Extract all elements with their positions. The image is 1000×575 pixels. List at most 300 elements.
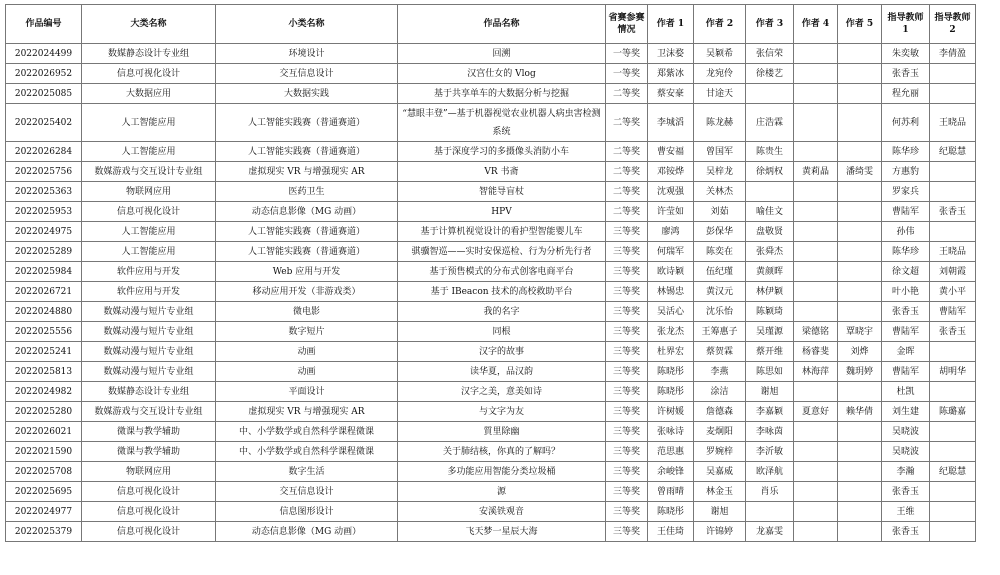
cell-author-3: 陈贵生 (746, 142, 794, 162)
table-row (6, 442, 976, 462)
cell-author-1: 陈晓彤 (648, 502, 694, 522)
cell-author-2: 罗婉梓 (694, 442, 746, 462)
table-row (6, 202, 976, 222)
cell-author-5 (838, 222, 882, 242)
cell-author-1: 廖鸿 (648, 222, 694, 242)
cell-subcategory: 交互信息设计 (216, 64, 398, 84)
cell-author-5 (838, 442, 882, 462)
cell-advisor-2 (930, 442, 976, 462)
cell-author-5 (838, 382, 882, 402)
cell-author-3: 林伊颖 (746, 282, 794, 302)
cell-advisor-2: 纪聪慧 (930, 462, 976, 482)
cell-advisor-2: 王晓品 (930, 104, 976, 142)
cell-advisor-2: 黄小平 (930, 282, 976, 302)
cell-work-id: 2022025402 (6, 104, 82, 142)
cell-work-name: 基于深度学习的多摄像头消防小车 (398, 142, 606, 162)
cell-subcategory: 大数据实践 (216, 84, 398, 104)
table-row (6, 322, 976, 342)
cell-author-3: 黄颜晖 (746, 262, 794, 282)
cell-author-5 (838, 142, 882, 162)
cell-work-name: 安溪铁观音 (398, 502, 606, 522)
cell-author-1: 杜界宏 (648, 342, 694, 362)
cell-category: 软件应用与开发 (82, 282, 216, 302)
cell-category: 微课与教学辅助 (82, 442, 216, 462)
cell-author-2: 吴嘉威 (694, 462, 746, 482)
cell-author-4 (794, 202, 838, 222)
cell-advisor-2 (930, 222, 976, 242)
header-advisor-2: 指导教师 2 (930, 5, 976, 44)
cell-author-1: 林锡忠 (648, 282, 694, 302)
cell-author-1: 范思惠 (648, 442, 694, 462)
cell-author-4 (794, 64, 838, 84)
table-row (6, 44, 976, 64)
cell-advisor-2 (930, 482, 976, 502)
cell-author-3: 张舜杰 (746, 242, 794, 262)
cell-author-2: 吴梓龙 (694, 162, 746, 182)
cell-advisor-2 (930, 162, 976, 182)
cell-author-1: 郑紫冰 (648, 64, 694, 84)
cell-author-1: 余峻锋 (648, 462, 694, 482)
cell-category: 数媒游戏与交互设计专业组 (82, 162, 216, 182)
cell-work-name: 读华夏，品汉韵 (398, 362, 606, 382)
header-author-2: 作者 2 (694, 5, 746, 44)
cell-advisor-2 (930, 382, 976, 402)
cell-author-3: 李咏茵 (746, 422, 794, 442)
cell-result: 三等奖 (606, 522, 648, 542)
cell-result: 一等奖 (606, 64, 648, 84)
cell-author-5 (838, 242, 882, 262)
cell-author-1: 卫沫婺 (648, 44, 694, 64)
header-author-5: 作者 5 (838, 5, 882, 44)
cell-result: 二等奖 (606, 84, 648, 104)
cell-author-5 (838, 482, 882, 502)
cell-work-id: 2022025695 (6, 482, 82, 502)
cell-author-2: 麦炯阳 (694, 422, 746, 442)
cell-author-4 (794, 482, 838, 502)
cell-result: 三等奖 (606, 402, 648, 422)
cell-subcategory: 动画 (216, 362, 398, 382)
cell-author-2: 吴颖希 (694, 44, 746, 64)
cell-work-name: 基于共享单车的大数据分析与挖掘 (398, 84, 606, 104)
header-provincial-result: 省赛参赛情况 (606, 5, 648, 44)
cell-advisor-1: 金晖 (882, 342, 930, 362)
cell-advisor-1: 程允丽 (882, 84, 930, 104)
cell-work-id: 2022025708 (6, 462, 82, 482)
awards-table (5, 4, 976, 542)
header-subcategory: 小类名称 (216, 5, 398, 44)
table-row (6, 142, 976, 162)
cell-subcategory: 人工智能实践赛（普通赛道） (216, 142, 398, 162)
cell-work-name: HPV (398, 202, 606, 222)
cell-author-2: 李燕 (694, 362, 746, 382)
cell-work-name: 基于计算机视觉设计的看护型智能婴儿车 (398, 222, 606, 242)
cell-subcategory: 信息图形设计 (216, 502, 398, 522)
cell-category: 微课与教学辅助 (82, 422, 216, 442)
cell-advisor-2: 王晓品 (930, 242, 976, 262)
cell-result: 二等奖 (606, 162, 648, 182)
cell-advisor-1: 吴晓波 (882, 442, 930, 462)
table-row (6, 162, 976, 182)
cell-advisor-2: 曹陆军 (930, 302, 976, 322)
cell-work-id: 2022026284 (6, 142, 82, 162)
cell-category: 信息可视化设计 (82, 502, 216, 522)
cell-author-4: 夏意好 (794, 402, 838, 422)
table-row (6, 482, 976, 502)
cell-category: 数媒动漫与短片专业组 (82, 342, 216, 362)
cell-author-3 (746, 84, 794, 104)
table-row (6, 262, 976, 282)
cell-author-1: 许树媛 (648, 402, 694, 422)
cell-result: 三等奖 (606, 482, 648, 502)
cell-work-name: 与文字为友 (398, 402, 606, 422)
cell-advisor-1: 张香玉 (882, 482, 930, 502)
cell-author-4 (794, 302, 838, 322)
cell-work-id: 2022025556 (6, 322, 82, 342)
header-author-4: 作者 4 (794, 5, 838, 44)
cell-category: 信息可视化设计 (82, 64, 216, 84)
cell-advisor-2: 张香玉 (930, 202, 976, 222)
cell-result: 二等奖 (606, 142, 648, 162)
cell-author-3: 庄浩霖 (746, 104, 794, 142)
cell-advisor-2: 李倩盈 (930, 44, 976, 64)
cell-subcategory: 微电影 (216, 302, 398, 322)
cell-work-id: 2022025379 (6, 522, 82, 542)
cell-advisor-1: 何苏利 (882, 104, 930, 142)
cell-advisor-1: 叶小艳 (882, 282, 930, 302)
cell-advisor-2 (930, 342, 976, 362)
cell-work-id: 2022021590 (6, 442, 82, 462)
cell-category: 人工智能应用 (82, 142, 216, 162)
cell-category: 人工智能应用 (82, 104, 216, 142)
cell-author-5 (838, 502, 882, 522)
cell-work-id: 2022024880 (6, 302, 82, 322)
cell-author-1: 何瑞军 (648, 242, 694, 262)
cell-subcategory: Web 应用与开发 (216, 262, 398, 282)
cell-author-5: 刘烨 (838, 342, 882, 362)
cell-author-4 (794, 242, 838, 262)
cell-result: 二等奖 (606, 104, 648, 142)
cell-author-2: 涂洁 (694, 382, 746, 402)
cell-advisor-2 (930, 64, 976, 84)
table-row (6, 342, 976, 362)
cell-category: 信息可视化设计 (82, 202, 216, 222)
cell-advisor-1: 曹陆军 (882, 202, 930, 222)
cell-subcategory: 动态信息影像（MG 动画） (216, 522, 398, 542)
cell-advisor-2: 陈璐嘉 (930, 402, 976, 422)
cell-author-2: 黄汉元 (694, 282, 746, 302)
cell-author-5 (838, 522, 882, 542)
cell-author-2: 关林杰 (694, 182, 746, 202)
cell-author-5 (838, 302, 882, 322)
cell-work-id: 2022024499 (6, 44, 82, 64)
cell-advisor-1: 方惠豹 (882, 162, 930, 182)
cell-subcategory: 人工智能实践赛（普通赛道） (216, 104, 398, 142)
cell-author-3: 喻佳文 (746, 202, 794, 222)
cell-author-3 (746, 502, 794, 522)
table-row (6, 242, 976, 262)
cell-author-3: 肖乐 (746, 482, 794, 502)
table-row (6, 84, 976, 104)
cell-subcategory: 人工智能实践赛（普通赛道） (216, 222, 398, 242)
cell-subcategory: 人工智能实践赛（普通赛道） (216, 242, 398, 262)
cell-advisor-1: 张香玉 (882, 302, 930, 322)
cell-author-1: 沈观强 (648, 182, 694, 202)
cell-advisor-2 (930, 502, 976, 522)
cell-author-4 (794, 522, 838, 542)
cell-author-5 (838, 44, 882, 64)
cell-advisor-1: 孙伟 (882, 222, 930, 242)
cell-category: 人工智能应用 (82, 222, 216, 242)
table-row (6, 502, 976, 522)
cell-author-3: 李嘉颖 (746, 402, 794, 422)
cell-author-5 (838, 282, 882, 302)
cell-result: 三等奖 (606, 302, 648, 322)
cell-work-id: 2022025085 (6, 84, 82, 104)
cell-author-2: 王筹惠子 (694, 322, 746, 342)
cell-advisor-1: 吴晓波 (882, 422, 930, 442)
cell-author-4 (794, 382, 838, 402)
cell-author-4 (794, 142, 838, 162)
cell-author-5: 魏玥婷 (838, 362, 882, 382)
cell-category: 信息可视化设计 (82, 482, 216, 502)
cell-work-id: 2022024975 (6, 222, 82, 242)
cell-work-id: 2022025289 (6, 242, 82, 262)
cell-author-4: 林海萍 (794, 362, 838, 382)
cell-result: 三等奖 (606, 222, 648, 242)
cell-category: 人工智能应用 (82, 242, 216, 262)
cell-work-id: 2022024982 (6, 382, 82, 402)
cell-author-3: 李沂敏 (746, 442, 794, 462)
cell-result: 三等奖 (606, 262, 648, 282)
cell-advisor-1: 徐文超 (882, 262, 930, 282)
cell-author-1: 曾雨晴 (648, 482, 694, 502)
cell-advisor-1: 朱奕敏 (882, 44, 930, 64)
cell-advisor-1: 李瀚 (882, 462, 930, 482)
cell-work-name: 骐骥智巡——实时安保巡检、行为分析先行者 (398, 242, 606, 262)
cell-category: 数媒动漫与短片专业组 (82, 322, 216, 342)
cell-work-id: 2022025813 (6, 362, 82, 382)
cell-subcategory: 平面设计 (216, 382, 398, 402)
table-row (6, 522, 976, 542)
cell-subcategory: 中、小学数学或自然科学课程微课 (216, 422, 398, 442)
cell-advisor-1: 杜凯 (882, 382, 930, 402)
cell-author-4 (794, 462, 838, 482)
table-row (6, 402, 976, 422)
header-author-1: 作者 1 (648, 5, 694, 44)
cell-work-id: 2022025241 (6, 342, 82, 362)
table-row (6, 104, 976, 142)
cell-subcategory: 动态信息影像（MG 动画） (216, 202, 398, 222)
cell-result: 三等奖 (606, 382, 648, 402)
cell-author-2: 沈乐怡 (694, 302, 746, 322)
cell-category: 数媒动漫与短片专业组 (82, 302, 216, 322)
cell-work-name: 关于肺结核，你真的了解吗？ (398, 442, 606, 462)
table-row (6, 422, 976, 442)
cell-subcategory: 移动应用开发（非游戏类） (216, 282, 398, 302)
cell-author-4 (794, 502, 838, 522)
cell-work-name: 同根 (398, 322, 606, 342)
cell-author-2: 蔡贺霖 (694, 342, 746, 362)
cell-author-2: 彭保华 (694, 222, 746, 242)
cell-author-4 (794, 104, 838, 142)
cell-author-4 (794, 422, 838, 442)
header-advisor-1: 指导教师 1 (882, 5, 930, 44)
cell-work-id: 2022026721 (6, 282, 82, 302)
cell-category: 数媒游戏与交互设计专业组 (82, 402, 216, 422)
cell-advisor-2 (930, 422, 976, 442)
cell-author-5 (838, 104, 882, 142)
cell-author-2: 许锦婷 (694, 522, 746, 542)
cell-advisor-1: 张香玉 (882, 522, 930, 542)
cell-author-3: 陈颖琦 (746, 302, 794, 322)
header-author-3: 作者 3 (746, 5, 794, 44)
cell-result: 三等奖 (606, 502, 648, 522)
cell-author-1: 许莹如 (648, 202, 694, 222)
cell-advisor-1: 陈华珍 (882, 142, 930, 162)
cell-category: 数媒静态设计专业组 (82, 44, 216, 64)
cell-author-4 (794, 282, 838, 302)
cell-author-4 (794, 84, 838, 104)
cell-result: 一等奖 (606, 44, 648, 64)
cell-author-1: 曹安福 (648, 142, 694, 162)
cell-author-5 (838, 262, 882, 282)
cell-author-3: 张信荣 (746, 44, 794, 64)
cell-work-id: 2022025756 (6, 162, 82, 182)
cell-work-name: 基于 IBeacon 技术的高校救助平台 (398, 282, 606, 302)
cell-category: 信息可视化设计 (82, 522, 216, 542)
cell-author-5: 赖华倩 (838, 402, 882, 422)
table-row (6, 462, 976, 482)
cell-work-id: 2022025363 (6, 182, 82, 202)
cell-author-5 (838, 84, 882, 104)
cell-author-4 (794, 182, 838, 202)
cell-author-1: 吴活心 (648, 302, 694, 322)
cell-subcategory: 数字生活 (216, 462, 398, 482)
cell-work-name: 我的名字 (398, 302, 606, 322)
cell-result: 三等奖 (606, 422, 648, 442)
cell-author-2: 陈奕在 (694, 242, 746, 262)
cell-subcategory: 虚拟现实 VR 与增强现实 AR (216, 162, 398, 182)
table-row (6, 302, 976, 322)
cell-work-id: 2022026952 (6, 64, 82, 84)
cell-author-1: 张咏诗 (648, 422, 694, 442)
cell-advisor-1: 罗家兵 (882, 182, 930, 202)
cell-subcategory: 环境设计 (216, 44, 398, 64)
cell-author-2: 曾国军 (694, 142, 746, 162)
cell-advisor-2: 刘朝霞 (930, 262, 976, 282)
cell-work-id: 2022024977 (6, 502, 82, 522)
cell-author-3: 龙嘉雯 (746, 522, 794, 542)
cell-author-2: 甘途天 (694, 84, 746, 104)
table-row (6, 362, 976, 382)
cell-author-1: 邓铵烨 (648, 162, 694, 182)
cell-work-id: 2022025953 (6, 202, 82, 222)
cell-work-name: 汉字之美，意美如诗 (398, 382, 606, 402)
cell-subcategory: 中、小学数学或自然科学课程微课 (216, 442, 398, 462)
cell-author-1: 欧诗颖 (648, 262, 694, 282)
cell-author-3: 欧泽航 (746, 462, 794, 482)
cell-author-3: 吴瑾源 (746, 322, 794, 342)
cell-author-1: 王佳琦 (648, 522, 694, 542)
cell-author-1: 张龙杰 (648, 322, 694, 342)
header-work-id: 作品编号 (6, 5, 82, 44)
cell-author-1: 蔡安豪 (648, 84, 694, 104)
cell-result: 三等奖 (606, 342, 648, 362)
cell-author-3 (746, 182, 794, 202)
header-work-name: 作品名称 (398, 5, 606, 44)
cell-author-3: 陈思如 (746, 362, 794, 382)
cell-author-5: 覃晓宇 (838, 322, 882, 342)
cell-subcategory: 数字短片 (216, 322, 398, 342)
cell-author-1: 陈晓彤 (648, 362, 694, 382)
cell-work-name: 源 (398, 482, 606, 502)
table-body (6, 44, 976, 542)
cell-category: 软件应用与开发 (82, 262, 216, 282)
cell-author-3: 蔡开维 (746, 342, 794, 362)
cell-work-id: 2022025280 (6, 402, 82, 422)
cell-category: 物联网应用 (82, 462, 216, 482)
table-row (6, 182, 976, 202)
cell-category: 大数据应用 (82, 84, 216, 104)
cell-author-5 (838, 202, 882, 222)
cell-advisor-1: 刘生建 (882, 402, 930, 422)
cell-work-id: 2022026021 (6, 422, 82, 442)
cell-category: 物联网应用 (82, 182, 216, 202)
cell-advisor-2 (930, 182, 976, 202)
cell-author-1: 陈晓彤 (648, 382, 694, 402)
cell-result: 二等奖 (606, 202, 648, 222)
cell-author-2: 刘茹 (694, 202, 746, 222)
cell-advisor-2 (930, 522, 976, 542)
cell-author-4: 杨睿斐 (794, 342, 838, 362)
cell-advisor-1: 曹陆军 (882, 322, 930, 342)
cell-subcategory: 虚拟现实 VR 与增强现实 AR (216, 402, 398, 422)
cell-author-4 (794, 222, 838, 242)
cell-author-3: 徐楼艺 (746, 64, 794, 84)
table-row (6, 64, 976, 84)
cell-author-2: 林金玉 (694, 482, 746, 502)
cell-advisor-1: 陈华珍 (882, 242, 930, 262)
cell-result: 二等奖 (606, 182, 648, 202)
cell-author-2: 谢旭 (694, 502, 746, 522)
cell-author-5 (838, 182, 882, 202)
table-row (6, 282, 976, 302)
cell-advisor-2: 纪聪慧 (930, 142, 976, 162)
cell-work-name: 汉字的故事 (398, 342, 606, 362)
cell-author-3: 徐炳权 (746, 162, 794, 182)
cell-work-id: 2022025984 (6, 262, 82, 282)
cell-work-name: 飞天梦一星辰大海 (398, 522, 606, 542)
cell-author-4 (794, 262, 838, 282)
table-row (6, 222, 976, 242)
cell-author-4 (794, 44, 838, 64)
cell-author-3: 盘敬贤 (746, 222, 794, 242)
cell-author-3: 谢旭 (746, 382, 794, 402)
cell-author-4: 梁德铭 (794, 322, 838, 342)
cell-advisor-2: 张香玉 (930, 322, 976, 342)
cell-author-5 (838, 422, 882, 442)
cell-result: 三等奖 (606, 362, 648, 382)
cell-result: 三等奖 (606, 462, 648, 482)
cell-work-name: “慧眼丰登”—基于机器视觉农业机器人病虫害检测系统 (398, 104, 606, 142)
cell-work-name: 回溯 (398, 44, 606, 64)
cell-result: 三等奖 (606, 242, 648, 262)
cell-author-2: 龙宛伶 (694, 64, 746, 84)
cell-author-2: 伍纪瑾 (694, 262, 746, 282)
cell-subcategory: 交互信息设计 (216, 482, 398, 502)
cell-work-name: 質里除幽 (398, 422, 606, 442)
cell-author-5: 潘绮雯 (838, 162, 882, 182)
